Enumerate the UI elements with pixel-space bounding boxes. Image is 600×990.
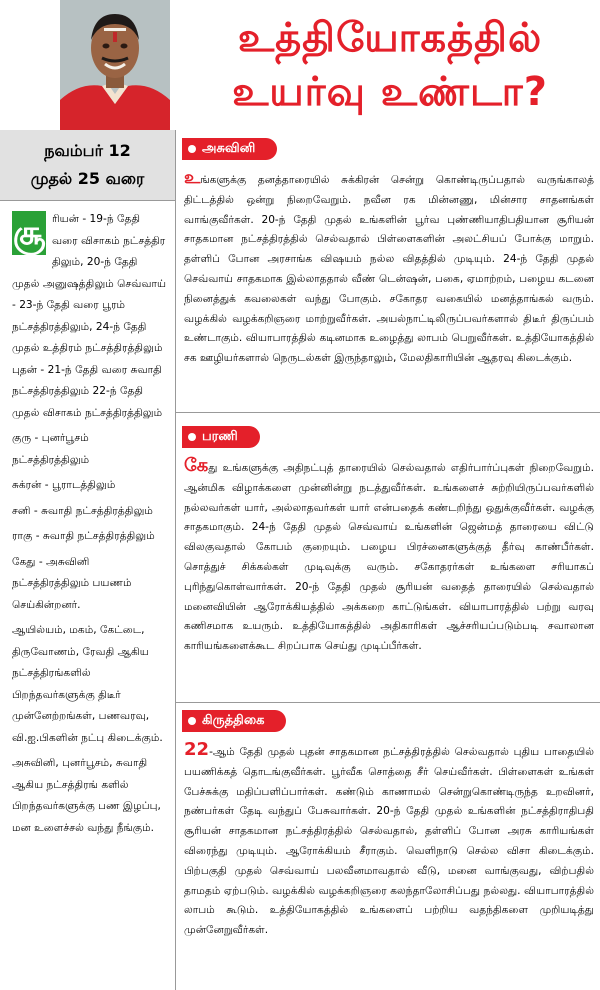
sidebar-paragraph-4: சனி - சுவாதி நட்சத்திரத்திலும் (12, 504, 153, 517)
section-header (176, 132, 600, 166)
sidebar-column (0, 130, 176, 990)
section-title-bar (182, 138, 277, 160)
section-lead-letter: உ (184, 167, 201, 188)
section-body (176, 738, 600, 941)
section-title: கிருத்திகை (202, 713, 265, 728)
section-lead-letter: 22 (184, 739, 210, 760)
headline-line-2: உயர்வு உண்டா? (232, 69, 548, 115)
section-lead-letter: கே (184, 455, 209, 476)
section-title: பரணி (202, 429, 238, 444)
bullet-icon (188, 145, 196, 153)
date-range-box (0, 130, 175, 201)
section-text: -ஆம் தேதி முதல் புதன் சாதகமான நட்சத்திரத்தில் செல்வதால் புதிய பாதையில் பயணிக்கத் தொடங்குவீர்கள். பூர்வீக சொத்தை சீர் செய்வீர்கள். பிள்ளைகள் உங்கள் பேச்சுக்கு மதிப்பளிப்பார்கள். கண்டும் காணாமல் சென்றுகொண்டிருந்த உறவினர், நண்பர்கள் தேடி வந்துப் பேசுவார்கள். 20-ந் தேதி முதல் உங்களின் நட்சத்திராதிபதி சூரியன் சாதகமான நட்சத்திரத்தில் செல்வதால், தள்ளிப் போன அரசு காரியங்கள் விரைந்து முடியும். ஆரோக்கியம் சீராகும். வெளிநாடு செல்ல விசா கிடைக்கும். பிற்பகுதி முதல் செவ்வாய் பலவீனமாவதால் வீடு, மனை வாங்குவது, விற்பதில் தாமதம் ஏற்படும். வழக்கில் வழக்கறிஞரை கலந்தாலோசிப்பது நல்லது. வியாபாரத்தில் லாபம் கூடும். உத்தியோகத்தில் உங்களைப் பற்றிய வதந்திகளை முறியடித்து முன்னேறுவீர்கள். (184, 746, 594, 937)
section-title: அசுவினி (202, 141, 256, 156)
section-bharani (176, 420, 600, 657)
section-header (176, 420, 600, 454)
sidebar-paragraph-2: குரு - புனர்பூசம் நட்சத்திரத்திலும் (12, 432, 90, 466)
section-text: ங்களுக்கு தனத்தாரையில் சுக்கிரன் சென்று கொண்டிருப்பதால் வருங்காலத் திட்டத்தில் ஒன்று நிறைவேறும். நவீன ரக மின்னணு, மின்சார சாதனங்கள் வாங்குவீர்கள். 20-ந் தேதி முதல் உங்களின் பூர்வ புண்ணியாதிபதியான சூரியன் சாதகமான நட்சத்திரத்தில் செல்வதால் பிள்ளைகளின் அலட்சியப் போக்கு மாறும். தள்ளிப் போன அரசாங்க விஷயம் நல்ல விதத்தில் முடியும். 24-ந் தேதி முதல் செவ்வாய் சாதகமாக இல்லாததால் வீண் டென்ஷன், பகை, ஏமாற்றம், பழைய கடனை நினைத்துக் கவலைகள் வந்து போகும். சகோதர வகையில் மனத்தாங்கல் வரும். வழக்கில் வழக்கறிஞரை மாற்றுவீர்கள். அயல்நாட்டிலிருப்பவர்களால் திடீர் திருப்பம் உண்டாகும். வியாபாரத்தில் கடினமாக உழைத்து லாபம் பெறுவீர்கள். உத்தியோகத்தில் சக ஊழியர்களால் நெருடல்கள் இருந்தாலும், மேலதிகாரியின் ஆதரவு கிடைக்கும். (184, 174, 594, 365)
section-ashwini (176, 132, 600, 369)
section-title-bar (182, 426, 260, 448)
bullet-icon (188, 433, 196, 441)
drop-cap: சூ (12, 213, 46, 253)
headline-line-1: உத்தியோகத்தில் (237, 15, 543, 61)
headline (180, 0, 600, 130)
bullet-icon (188, 717, 196, 725)
sidebar-paragraph-1-text: ரியன் - 19-ந் தேதி வரை விசாகம் நட்சத்திர திலும், 20-ந் தேதி முதல் அனுஷத்திலும் செவ்வாய் - 23-ந் தேதி வரை பூரம் நட்சத்திரத்திலும், 24-ந் தேதி முதல் உத்திரம் நட்சத்திரத்திலும் புதன் - 21-ந் தேதி வரை சுவாதி நட்சத்திரத்திலும் 22-ந் தேதி முதல் விசாகம் நட்சத்திரத்திலும் (12, 213, 167, 419)
section-divider (176, 702, 600, 703)
sidebar-paragraph-6: கேது - அசுவினி நட்சத்திரத்திலும் பயணம் செய்கின்றனர். (12, 555, 132, 611)
section-body (176, 166, 600, 369)
section-body (176, 454, 600, 657)
sidebar-paragraph-3: சுக்ரன் - பூராடத்திலும் (12, 479, 116, 491)
section-text: து உங்களுக்கு அதிநட்புத் தாரையில் செல்வதால் எதிர்பார்ப்புகள் நிறைவேறும். ஆன்மிக விழாக்களை முன்னின்று நடத்துவீர்கள். உங்களைச் சுற்றியிருப்பவர்களில் நல்லவர்கள் யார், அல்லாதவர்கள் யார் என்பதைக் கண்டறிந்து ஒதுக்குவீர்கள். வழக்கு சாதகமாகும். 24-ந் தேதி முதல் செவ்வாய் உங்களின் ஜென்மத் தாரையை விட்டு விலகுவதால் கோபம் குறையும். பழைய பிரச்னைகளுக்குத் தீர்வு காண்பீர்கள். சொத்துச் சிக்கல்கள் முடிவுக்கு வரும். சகோதரர்கள் உங்களை சரியாகப் புரிந்துகொள்வார்கள். 20-ந் தேதி முதல் சூரியன் வதைத் தாரையில் செல்வதால் மனைவியின் ஆரோக்கியத்தில் அக்கறை காட்டுங்கள். வியாபாரத்தில் பற்று வரவு கணிசமாக உயரும். உத்தியோகத்தில் அதிகாரிகள் ஆச்சரியப்படும்படி சவாலான காரியங்களைக்கூட சிறப்பாக செய்து முடிப்பீர்கள். (184, 462, 594, 653)
sidebar-paragraph-7: ஆயில்யம், மகம், கேட்டை, திருவோணம், ரேவதி ஆகிய நட்சத்திரங்களில் பிறந்தவர்களுக்கு திடீர் முன்னேற்றங்கள், பணவரவு, வி.ஐ.பிகளின் நட்பு கிடைக்கும். (12, 624, 163, 744)
planet-transit-text (0, 201, 175, 839)
sidebar-paragraph-5: ராகு - சுவாதி நட்சத்திரத்திலும் (12, 530, 155, 542)
date-range-end: முதல் 25 வரை (30, 169, 145, 188)
portrait-illustration (60, 0, 170, 130)
sidebar-paragraph-1 (12, 209, 167, 424)
section-divider (176, 412, 600, 413)
section-krittika (176, 704, 600, 941)
section-title-bar (182, 710, 286, 732)
section-header (176, 704, 600, 738)
sidebar-paragraph-8: அசுவினி, புனர்பூசம், சுவாதி ஆகிய நட்சத்திரங் களில் பிறந்தவர்களுக்கு பண இழப்பு, மன உளைச்சல் வந்து நீங்கும். (12, 757, 161, 834)
date-range-start: நவம்பர் 12 (44, 141, 131, 160)
astrologer-photo (60, 0, 170, 130)
